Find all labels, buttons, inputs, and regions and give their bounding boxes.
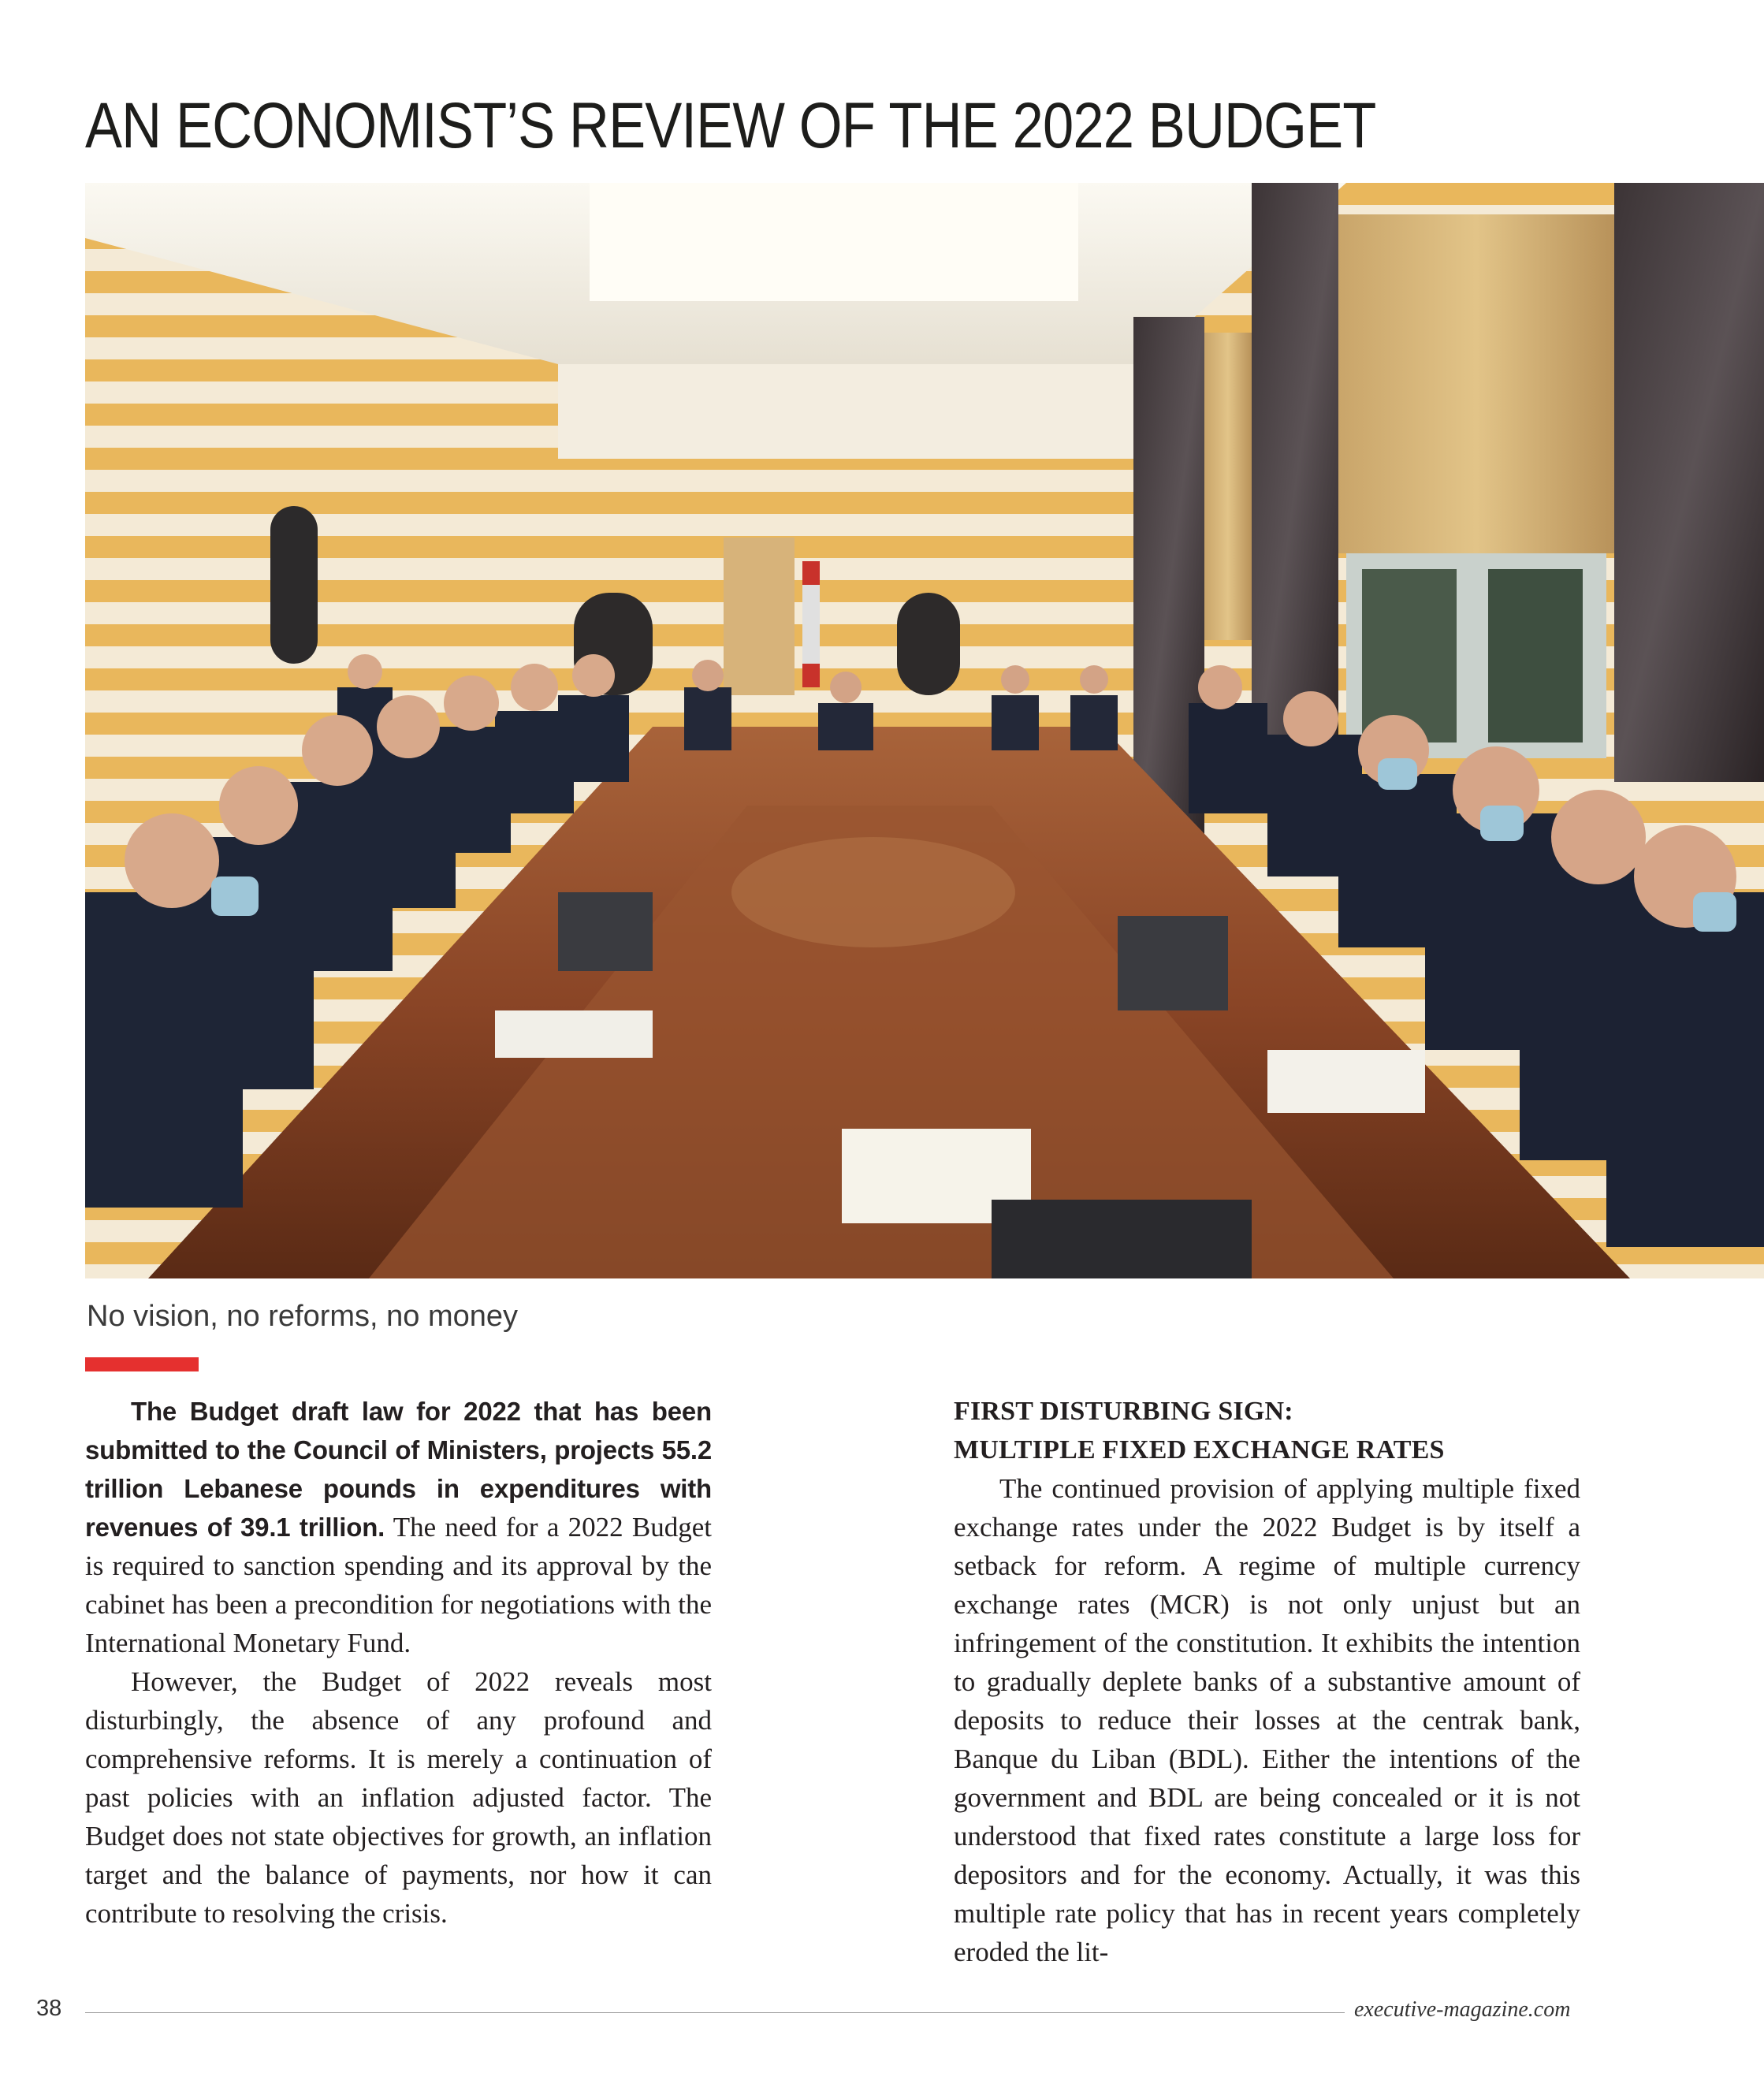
lead-bold-text: The Budget draft law for 2022 that has been submitted to the Council of Ministers, projects 55.2 trillion Lebanese pounds in expenditures with revenues of 39.1 trillion. — [85, 1397, 712, 1542]
footer-rule — [85, 2012, 1345, 2013]
subhead-line-1: FIRST DISTURBING SIGN: — [954, 1397, 1293, 1426]
lead-rest-text: The need for a 2022 Budget is required to sanction spending and its approval by the cabinet has been a precondition for negotiations with the International Monetary Fund. — [85, 1512, 712, 1658]
footer-site-name: executive-magazine.com — [1354, 1997, 1571, 2022]
body-paragraph: However, the Budget of 2022 reveals most disturbingly, the absence of any profound and comprehensive reforms. It is merely a continuation of past policies with an inflation adjusted factor. The Budget does not state objectives for growth, an inflation target and the balance of payments, nor how it can contribute to resolving the crisis. — [85, 1666, 712, 1929]
cabinet-meeting-photo — [85, 183, 1764, 1278]
accent-rule — [85, 1357, 199, 1371]
article-column-right — [954, 1392, 1580, 1971]
photo-illustration — [85, 183, 1764, 1278]
lead-paragraph — [85, 1392, 712, 1662]
page-number: 38 — [36, 1996, 62, 2021]
section-subhead — [954, 1392, 1580, 1469]
photo-caption: No vision, no reforms, no money — [87, 1300, 519, 1333]
article-column-left — [85, 1392, 712, 1933]
body-paragraph: The continued provision of applying multiple fixed exchange rates under the 2022 Budget is by itself a setback for reform. A regime of multiple currency exchange rates (MCR) is not only unjust but an infringement of the constitution. It exhibits the intention to gradually deplete banks of a substantive amount of deposits to reduce their losses at the centrak bank, Banque du Liban (BDL). Either the intentions of the government and BDL are being concealed or it is not understood that fixed rates constitute a large loss for depositors and for the economy. Actually, it was this multiple rate policy that has in recent years completely eroded the lit- — [954, 1473, 1580, 1967]
article-headline: AN ECONOMIST’S REVIEW OF THE 2022 BUDGET — [85, 90, 1376, 162]
subhead-line-2: MULTIPLE FIXED EXCHANGE RATES — [954, 1435, 1445, 1464]
